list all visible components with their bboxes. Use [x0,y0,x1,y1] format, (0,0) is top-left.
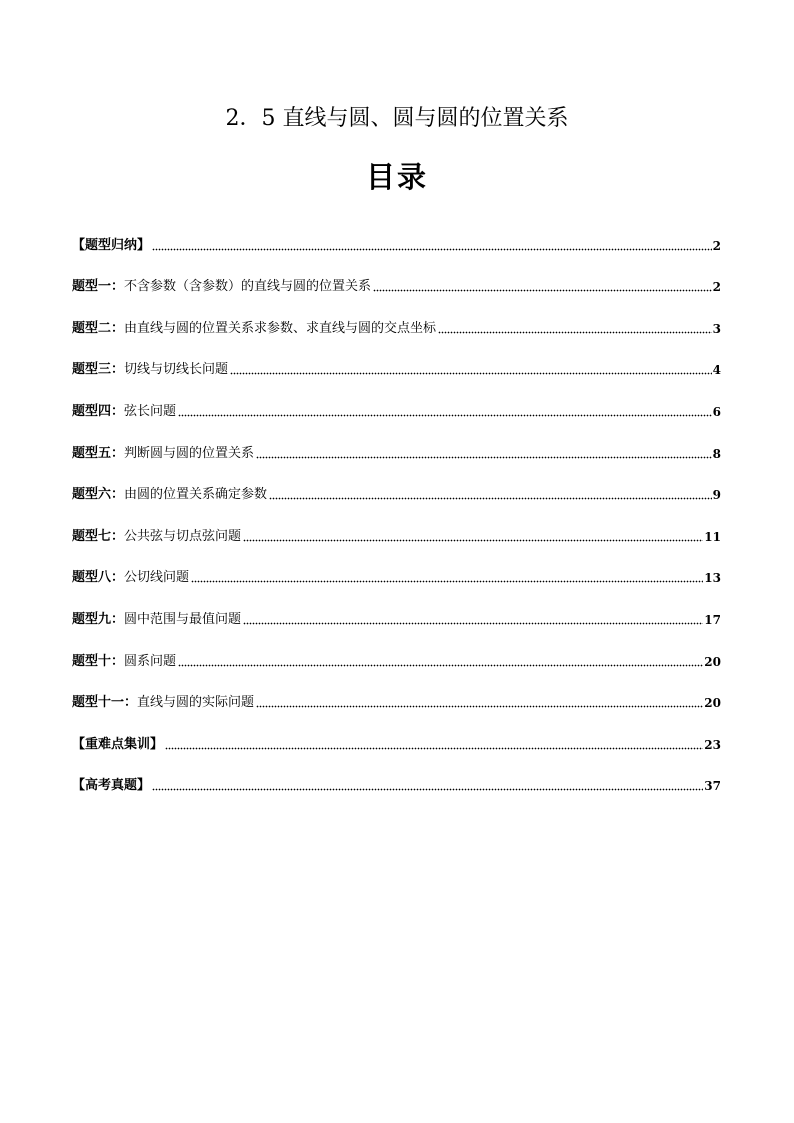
toc-entry-label: 题型六： [72,487,125,503]
toc-entry-exam-questions[interactable] [72,755,721,797]
toc-entry-label: 题型一： [72,279,125,295]
toc-entry-title: 直线与圆的实际问题 [137,695,255,711]
toc-entry-type-7[interactable] [72,505,721,547]
toc-entry-page: 6 [712,404,721,419]
toc-entry-page: 37 [704,779,721,794]
toc-entry-page: 9 [712,488,721,503]
toc-entry-page: 20 [704,654,721,669]
toc-entry-title: 由直线与圆的位置关系求参数、求直线与圆的交点坐标 [124,320,437,336]
toc-dot-leader [165,745,703,750]
toc-dot-leader [152,246,712,251]
toc-entry-page: 11 [704,529,721,544]
toc-dot-leader [230,370,712,375]
toc-entry-label: 题型十一： [72,695,138,711]
toc-dot-leader [191,578,703,583]
toc-dot-leader [256,703,703,708]
toc-entry-page: 8 [712,446,721,461]
toc-entry-title: 圆中范围与最值问题 [124,611,242,627]
toc-dot-leader [256,454,712,459]
toc-entry-title: 判断圆与圆的位置关系 [124,445,255,461]
toc-entry-label: 题型二： [72,320,125,336]
toc-entry-title: 切线与切线长问题 [124,362,229,378]
toc-entry-type-10[interactable] [72,630,721,672]
toc-entry-page: 3 [712,321,721,336]
toc-dot-leader [178,662,703,667]
toc-entry-label: 题型八： [72,570,125,586]
toc-entry-page: 2 [712,280,721,295]
toc-entry-label: 题型十： [72,653,125,669]
toc-entry-type-6[interactable] [72,464,721,506]
toc-entry-type-2[interactable] [72,297,721,339]
toc-dot-leader [243,620,703,625]
toc-entry-page: 23 [704,737,721,752]
toc-entry-label: 【重难点集训】 [72,736,164,752]
toc-entry-type-4[interactable] [72,380,721,422]
toc-entry-label: 题型三： [72,362,125,378]
toc-dot-leader [269,495,712,500]
toc-entry-label: 题型四： [72,403,125,419]
toc-entry-label: 题型九： [72,611,125,627]
toc-entry-title: 不含参数（含参数）的直线与圆的位置关系 [124,279,372,295]
toc-entry-page: 17 [704,612,721,627]
toc-entry-page: 4 [712,363,721,378]
toc-entry-type-3[interactable] [72,339,721,381]
toc-entry-type-1[interactable] [72,256,721,298]
toc-entry-summary[interactable] [72,214,721,256]
toc-entry-label: 【题型归纳】 [72,237,151,253]
toc-dot-leader [152,786,703,791]
toc-entry-label: 题型五： [72,445,125,461]
document-title: 2．5 直线与圆、圆与圆的位置关系 [225,106,569,131]
toc-entry-title: 圆系问题 [124,653,177,669]
toc-entry-title: 由圆的位置关系确定参数 [124,487,268,503]
toc-entry-label: 题型七： [72,528,125,544]
toc-heading: 目录 [365,160,428,194]
toc-entry-page: 13 [704,571,721,586]
toc-dot-leader [373,287,712,292]
toc-entry-type-11[interactable] [72,672,721,714]
toc-entry-title: 弦长问题 [124,403,177,419]
toc-entry-label: 【高考真题】 [72,778,151,794]
toc-entry-type-8[interactable] [72,547,721,589]
toc-entry-page: 2 [712,238,721,253]
toc-dot-leader [243,537,703,542]
toc-entry-type-9[interactable] [72,588,721,630]
table-of-contents [72,214,721,796]
toc-dot-leader [178,412,712,417]
toc-entry-title: 公共弦与切点弦问题 [124,528,242,544]
toc-entry-key-practice[interactable] [72,713,721,755]
toc-entry-title: 公切线问题 [124,570,190,586]
toc-entry-type-5[interactable] [72,422,721,464]
toc-dot-leader [438,329,712,334]
toc-entry-page: 20 [704,696,721,711]
